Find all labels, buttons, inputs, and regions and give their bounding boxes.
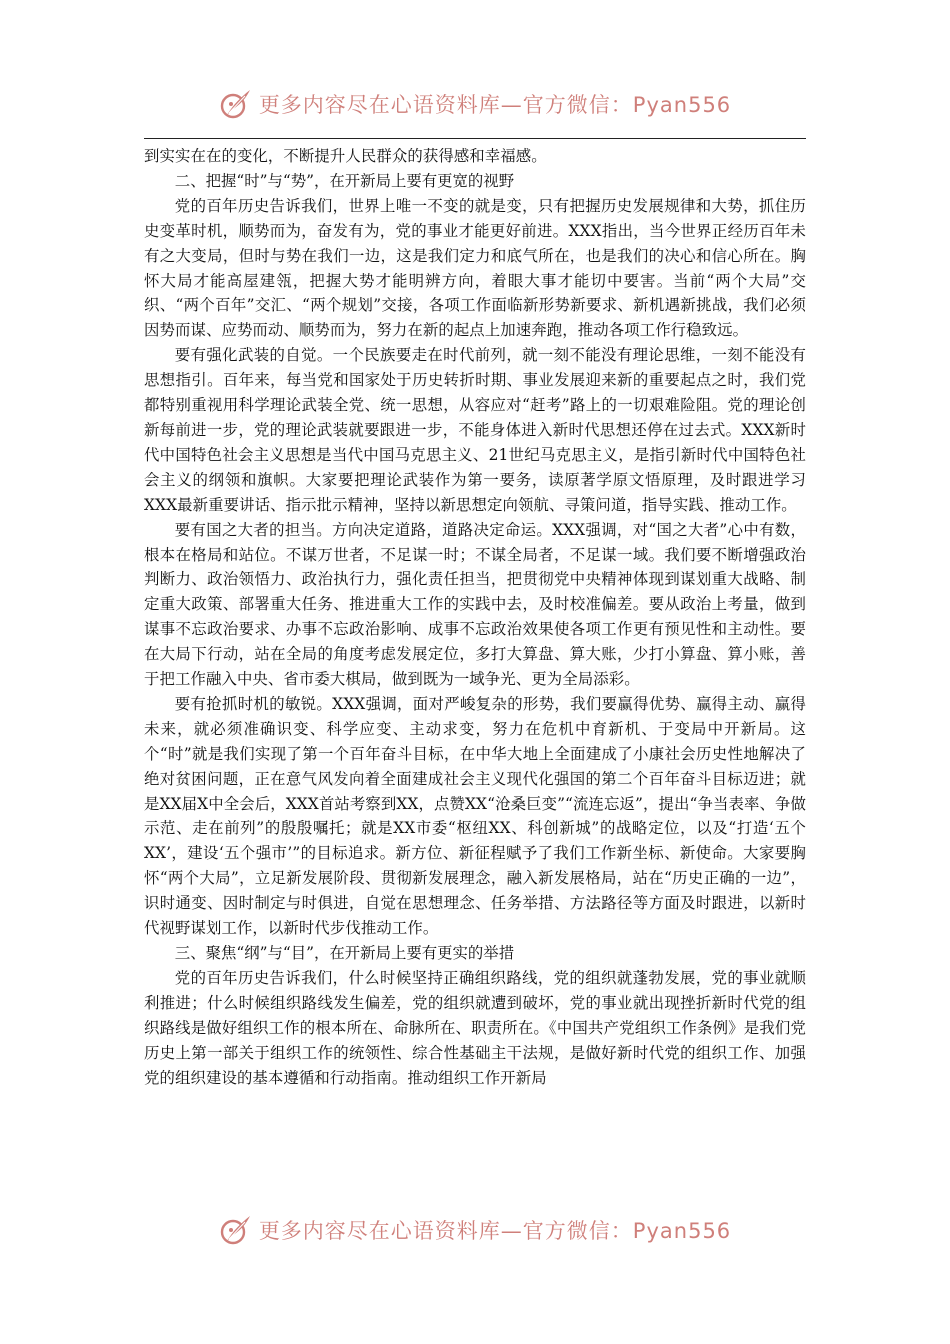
footer-banner bbox=[0, 1208, 950, 1252]
paragraph-2: 要有强化武装的自觉。一个民族要走在时代前列，就一刻不能没有理论思维，一刻不能没有思想指引。百年来，每当党和国家处于历史转折时期、事业发展迎来新的重要起点之时，我们党都特别重视用科学理论武装全党、统一思想，从容应对“赶考”路上的一切艰难险阻。党的理论创新每前进一步，党的理论武装就要跟进一步，不能身体进入新时代思想还停在过去式。XXX新时代中国特色社会主义思想是当代中国马克思主义、21世纪马克思主义，是指引新时代中国特色社会主义的纲领和旗帜。大家要把理论武装作为第一要务，读原著学原文悟原理，及时跟进学习XXX最新重要讲话、指示批示精神，坚持以新思想定向领航、寻策问道，指导实践、推动工作。 bbox=[144, 346, 806, 514]
paragraph-1: 党的百年历史告诉我们，世界上唯一不变的就是变，只有把握历史发展规律和大势，抓住历史变革时机，顺势而为，奋发有为，党的事业才能更好前进。XXX指出，当今世界正经历百年未有之大变局，但时与势在我们一边，这是我们定力和底气所在，也是我们的决心和信心所在。胸怀大局才能高屋建瓴，把握大势才能明辨方向，着眼大事才能切中要害。当前“两个大局”交织、“两个百年”交汇、“两个规划”交接，各项工作面临新形势新要求、新机遇新挑战，我们必须因势而谋、应势而动、顺势而为，努力在新的起点上加速奔跑，推动各项工作行稳致远。 bbox=[144, 196, 806, 340]
paragraph-3: 要有国之大者的担当。方向决定道路，道路决定命运。XXX强调，对“国之大者”心中有数，根本在格局和站位。不谋万世者，不足谋一时；不谋全局者，不足谋一域。我们要不断增强政治判断力、政治领悟力、政治执行力，强化责任担当，把贯彻党中央精神体现到谋划重大战略、制定重大政策、部署重大任务、推进重大工作的实践中去，及时校准偏差。要从政治上考量，做到谋事不忘政治要求、办事不忘政治影响、成事不忘政治效果使各项工作更有预见性和主动性。要在大局下行动，站在全局的角度考虑发展定位，多打大算盘、算大账，少打小算盘、算小账，善于把工作融入中央、省市委大棋局，做到既为一域争光、更为全局添彩。 bbox=[144, 520, 806, 689]
header-banner bbox=[0, 82, 950, 126]
paragraph-0: 到实实在在的变化，不断提升人民群众的获得感和幸福感。 bbox=[144, 147, 547, 165]
document-body bbox=[144, 144, 806, 1090]
section-heading-3: 三、聚焦“纲”与“目”，在开新局上要有更实的举措 bbox=[174, 944, 515, 962]
paragraph-4: 要有抢抓时机的敏锐。XXX强调，面对严峻复杂的形势，我们要赢得优势、赢得主动、赢得未来，就必须准确识变、科学应变、主动求变，努力在危机中育新机、于变局中开新局。这个“时”就是我们实现了第一个百年奋斗目标，在中华大地上全面建成了小康社会历史性地解决了绝对贫困问题，正在意气风发向着全面建成社会主义现代化强国的第二个百年奋斗目标迈进；就是XX届X中全会后，XXX首站考察到XX，点赞XX“沧桑巨变”“流连忘返”，提出“争当表率、争做示范、走在前列”的殷殷嘱托；就是XX市委“枢纽XX、科创新城”的战略定位，以及“打造‘五个XX’，建设‘五个强市’”的目标追求。新方位、新征程赋予了我们工作新坐标、新使命。大家要胸怀“两个大局”，立足新发展阶段、贯彻新发展理念，融入新发展格局，站在“历史正确的一边”，识时通变、因时制定与时俱进，自觉在思想理念、任务举措、方法路径等方面及时跟进，以新时代视野谋划工作，以新时代步伐推动工作。 bbox=[144, 694, 806, 938]
feather-logo-icon bbox=[219, 87, 253, 121]
header-divider bbox=[144, 138, 806, 139]
section-heading-2: 二、把握“时”与“势”，在开新局上要有更宽的视野 bbox=[174, 171, 515, 190]
footer-banner-text: 更多内容尽在心语资料库—官方微信：Pyan556 bbox=[258, 1219, 732, 1243]
paragraph-5: 党的百年历史告诉我们，什么时候坚持正确组织路线，党的组织就蓬勃发展，党的事业就顺利推进；什么时候组织路线发生偏差，党的组织就遭到破坏，党的事业就出现挫折新时代党的组织路线是做好组织工作的根本所在、命脉所在、职责所在。《中国共产党组织工作条例》是我们党历史上第一部关于组织工作的统领性、综合性基础主干法规，是做好新时代党的组织工作、加强党的组织建设的基本遵循和行动指南。推动组织工作开新局 bbox=[144, 968, 806, 1087]
header-banner-text: 更多内容尽在心语资料库—官方微信：Pyan556 bbox=[258, 93, 732, 117]
feather-logo-icon bbox=[219, 1213, 253, 1247]
